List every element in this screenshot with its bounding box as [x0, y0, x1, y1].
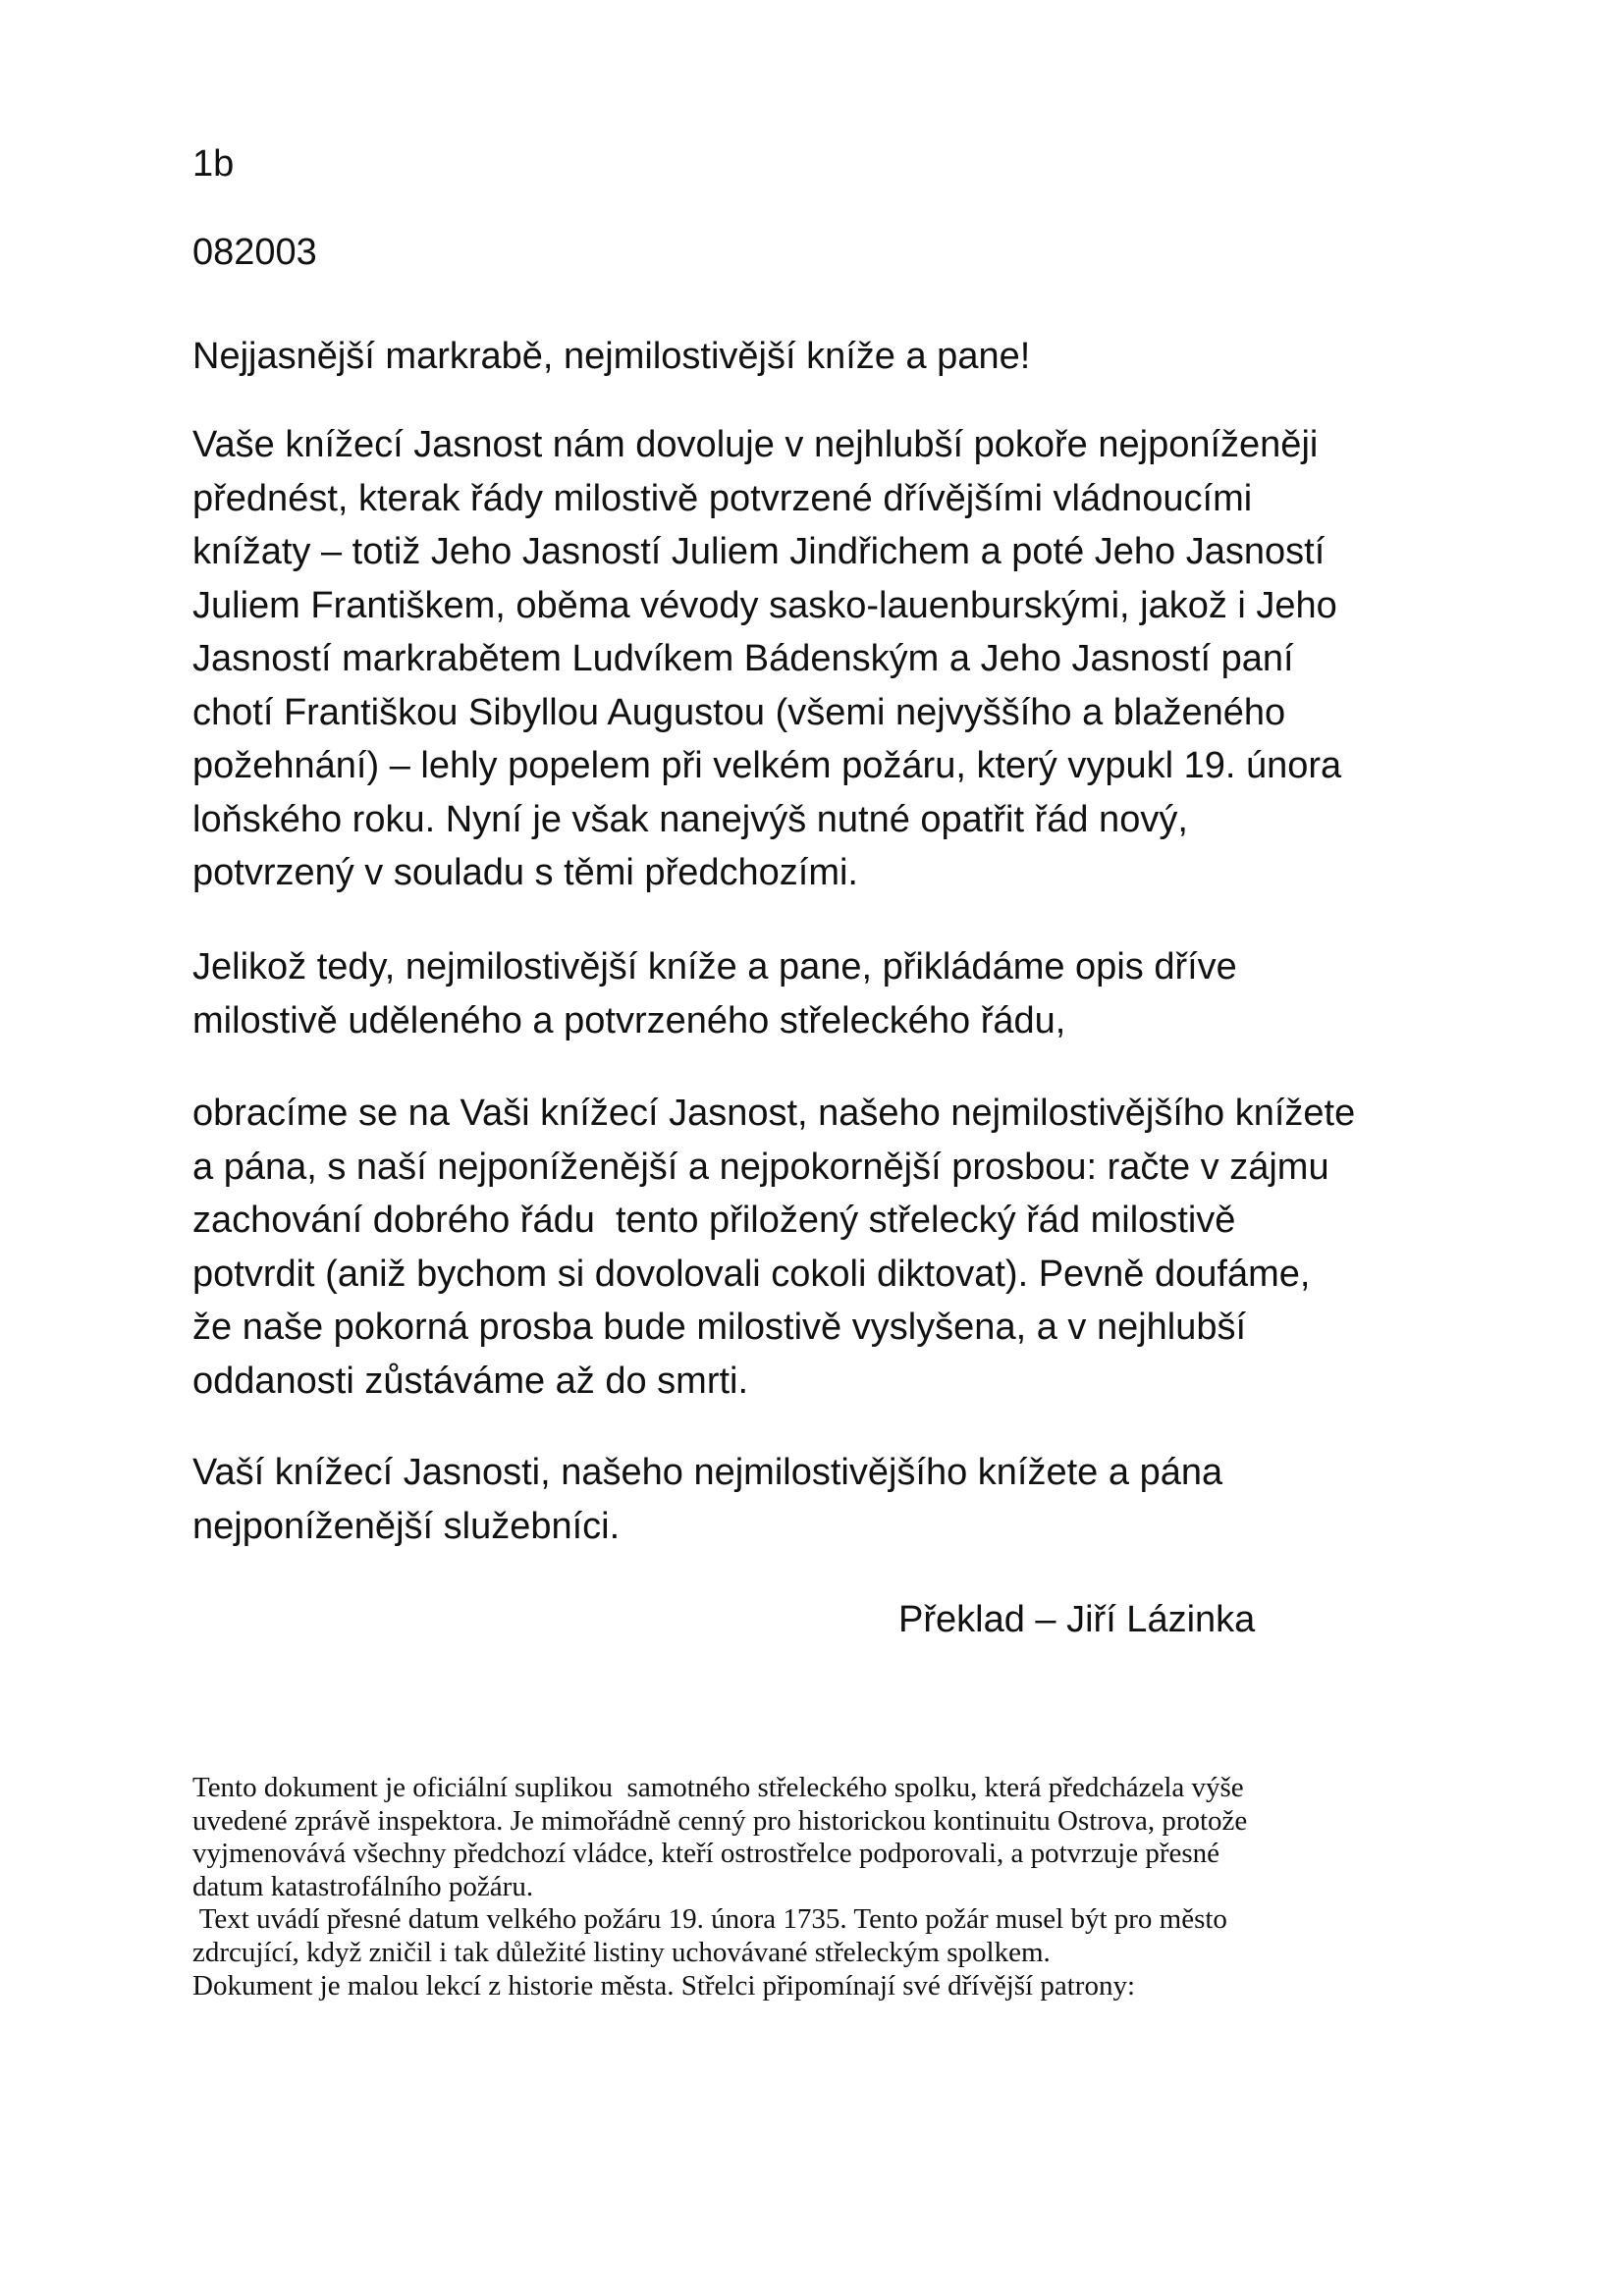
note-line: vyjmenovává všechny předchozí vládce, kteří ostrostřelce podporovali, a potvrzuje přesné	[192, 1838, 1220, 1870]
document-code: 1b	[192, 143, 235, 185]
text-line: a pána, s naší nejponíženější a nejpokornější prosbou: račte v zájmu	[192, 1146, 1329, 1188]
text-line: požehnání) – lehly popelem při velkém požáru, který vypukl 19. února	[192, 745, 1342, 786]
note-line: uvedené zprávě inspektora. Je mimořádně cenný pro historickou kontinuitu Ostrova, protože	[192, 1804, 1248, 1837]
text-line: oddanosti zůstáváme až do smrti.	[192, 1360, 749, 1402]
text-line: obracíme se na Vaši knížecí Jasnost, našeho nejmilostivějšího knížete	[192, 1093, 1356, 1134]
paragraph-attachment	[192, 940, 1237, 1047]
text-line: zachování dobrého řádu tento přiložený střelecký řád milostivě	[192, 1200, 1236, 1241]
editorial-note	[192, 1772, 1247, 2002]
text-line: Juliem Františkem, oběma vévody sasko-lauenburskými, jakož i Jeho	[192, 584, 1337, 626]
paragraph-petition-intro	[192, 418, 1341, 900]
text-line: že naše pokorná prosba bude milostivě vyslyšena, a v nejhlubší	[192, 1307, 1247, 1348]
text-line: potvrzený v souladu s těmi předchozími.	[192, 852, 858, 893]
text-line: potvrdit (aniž bychom si dovolovali cokoli diktovat). Pevně doufáme,	[192, 1253, 1311, 1295]
note-line: zdrcující, když zničil i tak důležité listiny uchovávané střeleckým spolkem.	[192, 1936, 1051, 1968]
text-line: přednést, kterak řády milostivě potvrzené dřívějšími vládnoucími	[192, 477, 1253, 519]
text-line: loňského roku. Nyní je však nanejvýš nutné opatřit řád nový,	[192, 798, 1188, 840]
note-line: Dokument je malou lekcí z historie města. Střelci připomínají své dřívější patrony:	[192, 1969, 1136, 2002]
text-line: chotí Františkou Sibyllou Augustou (všemi nejvyššího a blaženého	[192, 691, 1286, 733]
translator-credit: Překlad – Jiří Lázinka	[898, 1599, 1256, 1640]
text-line: Jelikož tedy, nejmilostivější kníže a pane, přikládáme opis dříve	[192, 946, 1237, 988]
note-line: Text uvádí přesné datum velkého požáru 19. února 1735. Tento požár musel být pro město	[192, 1903, 1227, 1936]
salutation: Nejjasnější markrabě, nejmilostivější kníže a pane!	[192, 336, 1031, 377]
text-line: Vaší knížecí Jasnosti, našeho nejmilostivějšího knížete a pána	[192, 1452, 1223, 1493]
paragraph-request	[192, 1087, 1355, 1408]
note-line: datum katastrofálního požáru.	[192, 1870, 534, 1902]
text-line: nejponíženější služebníci.	[192, 1505, 621, 1547]
text-line: knížaty – totiž Jeho Jasností Juliem Jindřichem a poté Jeho Jasností	[192, 531, 1326, 572]
text-line: Vaše knížecí Jasnost nám dovoluje v nejhlubší pokoře nejponíženěji	[192, 424, 1319, 465]
paragraph-closing	[192, 1446, 1222, 1553]
document-number: 082003	[192, 232, 317, 273]
note-line: Tento dokument je oficiální suplikou samotného střeleckého spolku, která předcházela výše	[192, 1772, 1244, 1803]
text-line: Jasností markrabětem Ludvíkem Bádenským a Jeho Jasností paní	[192, 638, 1294, 679]
text-line: milostivě uděleného a potvrzeného střeleckého řádu,	[192, 999, 1066, 1041]
